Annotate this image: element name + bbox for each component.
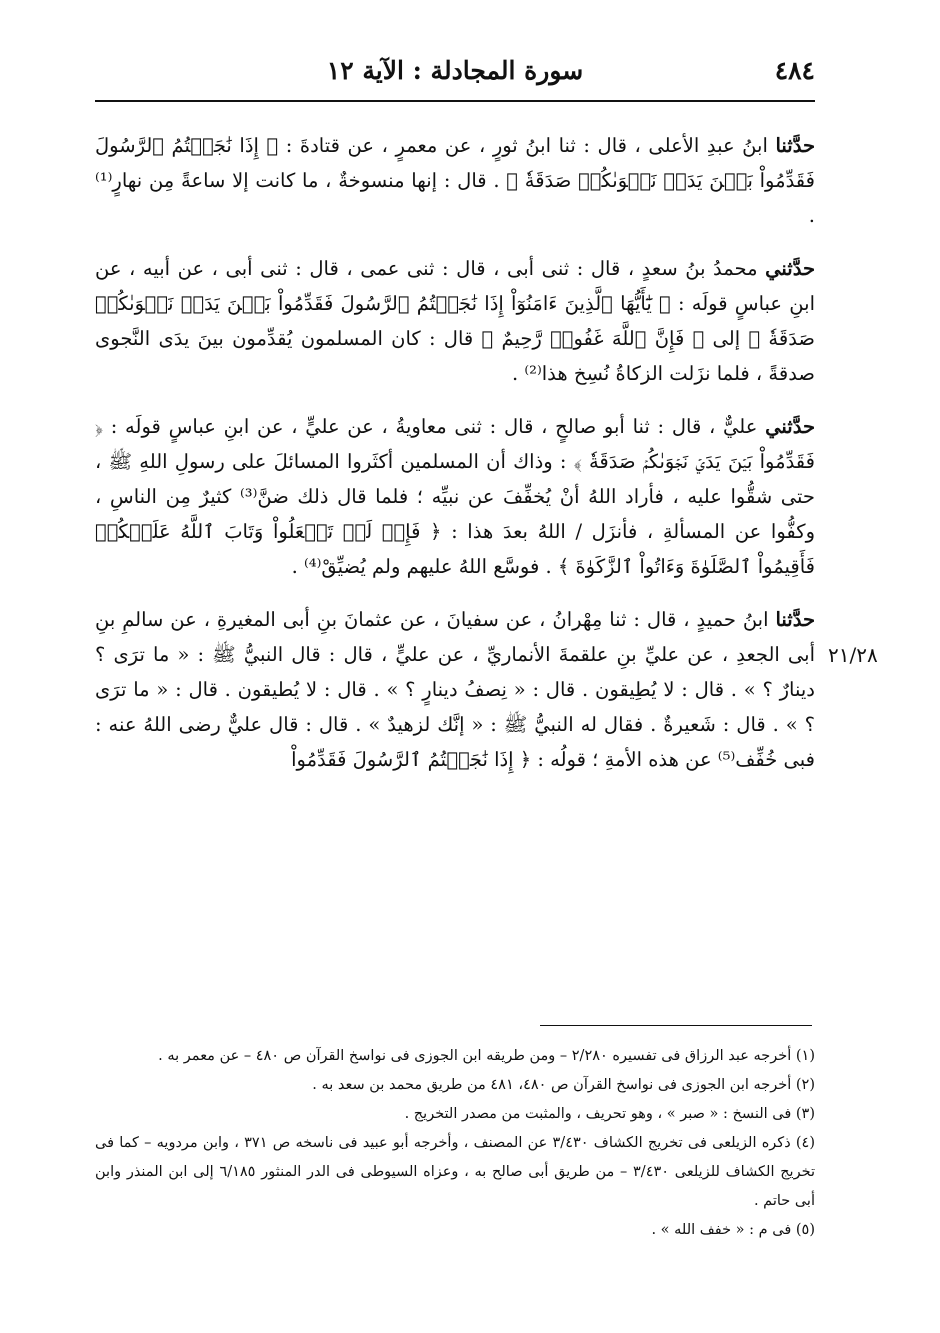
footnote-divider xyxy=(540,1025,812,1026)
paragraph-lead: حدَّثني xyxy=(765,415,815,438)
main-text xyxy=(95,128,815,795)
paragraph-text: ابنُ حميدٍ ، قال : ثنا مِهْرانُ ، عن سفيانَ ، عن عثمانَ بنِ أبى المغيرةِ ، عن سالمِ بنِ أبى الجعدِ ، عن عليِّ بنِ علقمةَ الأنماريِّ ، عن عليٍّ ، قال : قال النبيُّ ﷺ : « ما ترَى ؟ دينارٌ ؟ » . قال : لا يُطِيقون . قال : « نِصفُ دينارٍ ؟ » . قال : لا يُطيقون . قال : « ما ترَى ؟ » . قال : شَعيرةٌ . فقال له النبيُّ ﷺ : « إنَّك لزهيدٌ » . قال : قال عليٌّ رضى اللهُ عنه : فبى خُفِّف⁽⁵⁾ عن هذه الأمةِ ؛ قولُه : ﴿ إِذَا نَٰجَيۡتُمُ ٱلرَّسُولَ فَقَدِّمُواْ xyxy=(95,608,815,771)
paragraph-text: ابنُ عبدِ الأعلى ، قال : ثنا ابنُ ثورٍ ، عن معمرٍ ، عن قتادةَ : ﴿ إِذَا نَٰجَيۡتُمُ ٱلرَّسُولَ فَقَدِّمُواْ بَيۡنَ يَدَيۡ نَجۡوَىٰكُمۡ صَدَقَةٗ ﴾ . قال : إنها منسوخةٌ ، ما كانت إلا ساعةً مِن نهارٍ⁽¹⁾ . xyxy=(95,134,815,227)
page-header xyxy=(95,48,815,102)
header-divider xyxy=(95,100,815,102)
paragraph xyxy=(95,128,815,233)
paragraph-text: محمدُ بنُ سعدٍ ، قال : ثنى أبى ، قال : ثنى عمى ، قال : ثنى أبى ، عن أبيه ، عن ابنِ عباسٍ قولَه : ﴿ يَٰٓأَيُّهَا ٱلَّذِينَ ءَامَنُوٓاْ إِذَا نَٰجَيۡتُمُ ٱلرَّسُولَ فَقَدِّمُواْ بَيۡنَ يَدَيۡ نَجۡوَىٰكُمۡ صَدَقَةٗ ﴾ إلى ﴿ فَإِنَّ ٱللَّهَ غَفُورٞ رَّحِيمٌ ﴾ قال : كان المسلمون يُقدِّمون بينَ يدَى النَّجوى صدقةً ، فلما نزَلت الزكاةُ نُسِخ هذا⁽²⁾ . xyxy=(95,257,815,385)
footnote: (٥) فى م : « خفف الله » . xyxy=(651,1222,815,1238)
footnote: (١) أخرجه عبد الرزاق فى تفسيره ٢/٢٨٠ – ومن طريقه ابن الجوزى فى نواسخ القرآن ص ٤٨٠ – عن معمر به . xyxy=(158,1048,815,1064)
paragraph xyxy=(95,602,815,777)
margin-reference: ٢١/٢٨ xyxy=(828,643,878,667)
paragraph-text: عليٌّ ، قال : ثنا أبو صالحٍ ، قال : ثنى معاويةُ ، عن عليٍّ ، عن ابنِ عباسٍ قولَه : ﴿ فَقَدِّمُواْ بَيۡنَ يَدَيۡ نَجۡوَىٰكُمۡ صَدَقَةٗ ﴾ : وذاك أن المسلمين أكثَروا المسائلَ على رسولِ اللهِ ﷺ ، حتى شقُّوا عليه ، فأراد اللهُ أنْ يُخفِّفَ عن نبيِّه ؛ فلما قال ذلك ضنَّ⁽³⁾ كثيرٌ مِن الناسِ ، وكفُّوا عن المسألةِ ، فأنزَل / اللهُ بعدَ هذا : ﴿ فَإِذۡ لَمۡ تَفۡعَلُواْ وَتَابَ ٱللَّهُ عَلَيۡكُمۡ فَأَقِيمُواْ ٱلصَّلَوٰةَ وَءَاتُواْ ٱلزَّكَوٰةَ ﴾ . فوسَّع اللهُ عليهم ولم يُضيِّقْ⁽⁴⁾ . xyxy=(95,415,815,578)
paragraph-lead: حدَّثني xyxy=(765,257,816,280)
running-title: سورة المجادلة : الآية ١٢ xyxy=(326,56,584,85)
footnote: (٤) ذكره الزيلعى فى تخريج الكشاف ٣/٤٣٠ عن المصنف ، وأخرجه أبو عبيد فى ناسخه ص ٣٧١ ، وابن مردويه – كما فى تخريج الكشاف للزيلعى ٣/٤٣٠ – من طريق أبى صالح به ، وعزاه السيوطى فى الدر المنثور ٦/١٨٥ إلى ابن المنذر وابن أبى حاتم . xyxy=(95,1135,816,1209)
paragraph xyxy=(95,251,815,391)
page-number: ٤٨٤ xyxy=(774,56,815,85)
paragraph-lead: حدَّثنا xyxy=(775,134,815,157)
footnote: (٢) أخرجه ابن الجوزى فى نواسخ القرآن ص ٤٨٠، ٤٨١ من طريق محمد بن سعد به . xyxy=(312,1077,815,1093)
paragraph-lead: حدَّثنا xyxy=(775,608,815,631)
paragraph xyxy=(95,409,815,584)
footnotes xyxy=(95,1042,815,1245)
footnote: (٣) فى النسخ : « صبر » ، وهو تحريف ، والمثبت من مصدر التخريج . xyxy=(404,1106,815,1122)
